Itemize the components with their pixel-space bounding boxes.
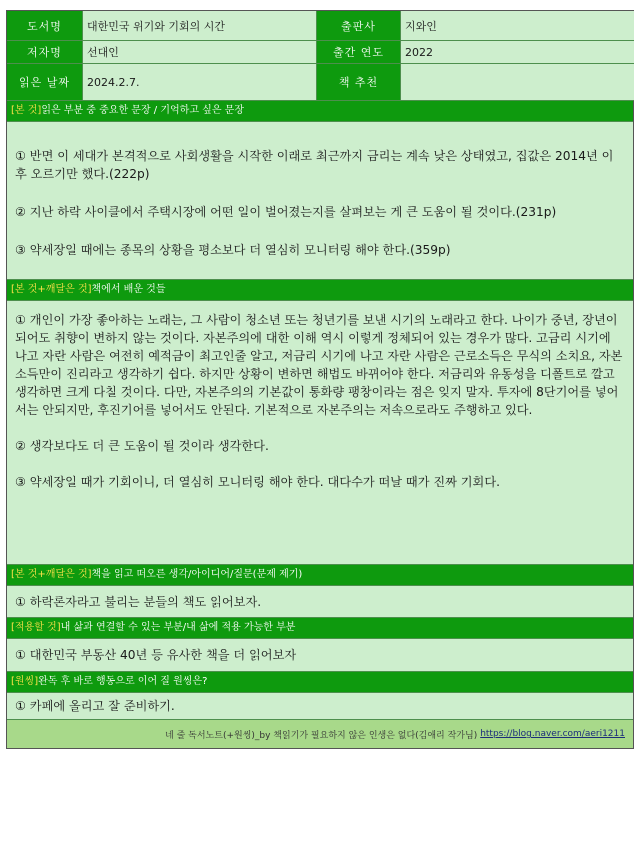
quotes-section-title: 읽은 부분 중 중요한 문장 / 기억하고 싶은 문장 — [41, 105, 244, 116]
quote-item: ② 지난 하락 사이클에서 주택시장에 어떤 일이 벌어졌는지를 살펴보는 게 큰 도움이 될 것이다.(231p) — [15, 205, 557, 219]
apply-section-tag: [적용할 것] — [11, 622, 61, 633]
ideas-section-tag: [본 것+깨달은 것] — [11, 569, 92, 580]
author-value: 선대인 — [83, 41, 317, 64]
year-label: 출간 연도 — [317, 41, 401, 64]
idea-item: ① 하락론자라고 불리는 분들의 책도 읽어보자. — [15, 594, 262, 609]
title-label: 도서명 — [7, 11, 83, 41]
apply-section-header — [7, 618, 633, 639]
ideas-section-body — [7, 586, 633, 618]
quote-item: ③ 약세장일 때에는 종목의 상황을 평소보다 더 열심히 모니터링 해야 한다.(359p) — [15, 243, 451, 257]
year-value: 2022 — [401, 41, 634, 64]
reading-note-sheet — [6, 10, 634, 749]
learned-section-body — [7, 301, 633, 565]
action-section-title: 완독 후 바로 행동으로 이어 질 원씽은? — [38, 676, 208, 687]
ideas-section-title: 책을 읽고 떠오른 생각/아이디어/질문(문제 제기) — [91, 569, 303, 580]
recommend-value — [401, 64, 634, 101]
publisher-value: 지와인 — [401, 11, 634, 41]
apply-section-title: 내 삶과 연결할 수 있는 부분/내 삶에 적용 가능한 부분 — [60, 622, 296, 633]
recommend-label: 책 추천 — [317, 64, 401, 101]
footer-credit-text: 네 줄 독서노트(+원씽)_by 책읽기가 필요하지 않은 인생은 없다(김애리 작가님) — [165, 730, 478, 741]
author-label: 저자명 — [7, 41, 83, 64]
title-value: 대한민국 위기와 기회의 시간 — [83, 11, 317, 41]
apply-item: ① 대한민국 부동산 40년 등 유사한 책을 더 읽어보자 — [15, 648, 297, 662]
learned-item: ① 개인이 가장 좋아하는 노래는, 그 사람이 청소년 또는 청년기를 보낸 시기의 노래라고 한다. 나이가 중년, 장년이 되어도 취향이 변하지 않는 것이다. 자본주의에 대한 이해 역시 이렇게 정체되어 있는 경우가 많다. 고금리 시기에 나고 자란 사람은 여전히 예적금이 최고인줄 알고, 저금리 시기에 나고 자란 사람은 근로소득은 무식의 소치요, 자본소득만이 진리라고 생각하기 쉽다. 하지만 상황이 변하면 해법도 바뀌어야 한다. 저금리와 유동성을 디폴트로 깔고 생각하면 크게 다칠 것이다. 다만, 자본주의의 기본값이 통화량 팽창이라는 점은 잊지 말자. 투자에 8단기어를 넣어서는 안되지만, 후진기어를 넣어서도 안된다. 기본적으로 자본주의는 저속으로라도 주행하고 있다. — [15, 313, 623, 417]
read-date-value: 2024.2.7. — [83, 64, 317, 101]
learned-section-tag: [본 것+깨달은 것] — [11, 284, 92, 295]
footer-blog-link[interactable]: https://blog.naver.com/aeri1211 — [480, 729, 625, 739]
quote-item: ① 반면 이 세대가 본격적으로 사회생활을 시작한 이래로 최근까지 금리는 계속 낮은 상태였고, 집값은 2014년 이후 오르기만 했다.(222p) — [15, 149, 614, 181]
learned-section-title: 책에서 배운 것들 — [91, 284, 166, 295]
action-section-header — [7, 672, 633, 693]
learned-item: ③ 약세장일 때가 기회이니, 더 열심히 모니터링 해야 한다. 대다수가 떠날 때가 진짜 기회다. — [15, 475, 500, 489]
apply-section-body — [7, 639, 633, 672]
book-info-table — [7, 11, 633, 101]
quotes-section-body — [7, 122, 633, 280]
action-item: ① 카페에 올리고 잘 준비하기. — [15, 699, 175, 713]
footer-credit — [7, 720, 633, 748]
action-section-body — [7, 693, 633, 720]
quotes-section-header — [7, 101, 633, 122]
quotes-section-tag: [본 것] — [11, 105, 42, 116]
learned-item: ② 생각보다도 더 큰 도움이 될 것이라 생각한다. — [15, 439, 269, 453]
ideas-section-header — [7, 565, 633, 586]
read-date-label: 읽은 날짜 — [7, 64, 83, 101]
action-section-tag: [원씽] — [11, 676, 39, 687]
learned-section-header — [7, 280, 633, 301]
publisher-label: 출판사 — [317, 11, 401, 41]
